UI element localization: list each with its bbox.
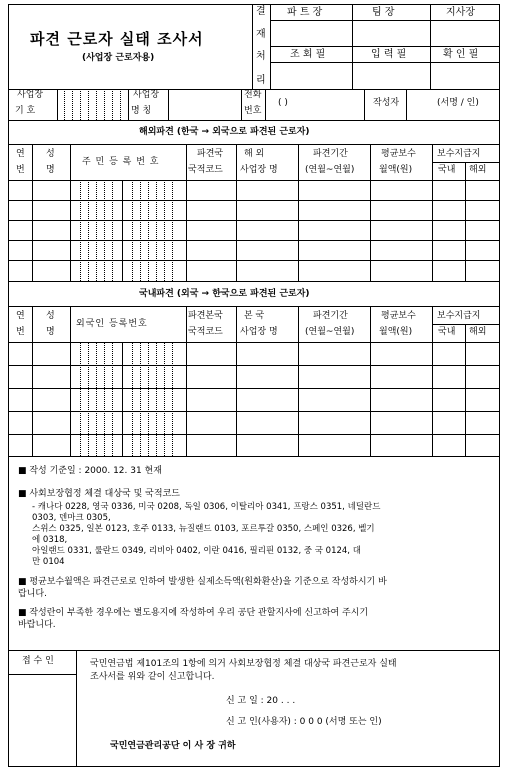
overseas-row[interactable] — [9, 241, 499, 260]
note-pay-1: ■ 평균보수월액은 파견근로로 인하여 발생한 실제소득액(원화환산)을 기준으로 작성하시기 바 — [18, 577, 387, 587]
col-workplace-1: 해 외 — [244, 149, 265, 159]
domestic-row[interactable] — [9, 412, 499, 434]
note-pay-2: 랍니다. — [18, 589, 47, 599]
phone-label-2: 번호 — [244, 106, 262, 116]
col-name-2: 명 — [46, 327, 55, 337]
approval-inquiry-checked: 조 회 필 — [290, 49, 326, 60]
approval-branch-manager: 지사장 — [446, 7, 475, 18]
col-serial-2: 번 — [16, 327, 25, 337]
col-period-2: (연월~연월) — [305, 327, 355, 337]
receipt-stamp-area — [9, 675, 76, 766]
writer-label: 작성자 — [373, 98, 400, 108]
col-pay-1: 평균보수 — [381, 311, 416, 321]
domestic-row[interactable] — [9, 389, 499, 411]
col-workplace-1: 본 국 — [244, 311, 265, 321]
col-name-1: 성 — [46, 149, 55, 159]
phone-label-1: 전화 — [244, 90, 262, 100]
approval-label-1: 결 — [256, 6, 266, 17]
col-serial-2: 번 — [16, 165, 25, 175]
note-base-date: ■ 작성 기준일 : 2000. 12. 31 현재 — [18, 466, 162, 476]
col-country-2: 국적코드 — [188, 327, 223, 337]
col-country-2: 국적코드 — [188, 165, 223, 175]
col-workplace-2: 사업장 명 — [240, 327, 278, 337]
note-countries-line: 에 0318, — [32, 535, 68, 545]
reporter-signature[interactable]: 신 고 인(사용자) : 0 0 0 (서명 또는 인) — [226, 717, 382, 727]
approval-confirm-checked: 확 인 필 — [443, 49, 479, 60]
overseas-row[interactable] — [9, 221, 499, 240]
col-pay-domestic: 국내 — [438, 165, 456, 175]
col-serial-1: 연 — [16, 149, 25, 159]
col-pay-abroad: 해외 — [469, 327, 487, 337]
note-countries-line: - 캐나다 0228, 영국 0336, 미국 0208, 독일 0306, 이탈리아 0341, 프랑스 0351, 네덜란드 — [32, 502, 381, 512]
col-name-1: 성 — [46, 311, 55, 321]
domestic-row[interactable] — [9, 366, 499, 388]
col-period-2: (연월~연월) — [305, 165, 355, 175]
workplace-name-label-1: 사업장 — [133, 90, 160, 100]
approval-team-leader: 팀 장 — [372, 7, 395, 18]
approval-label-2: 재 — [256, 29, 266, 40]
note-countries-line: 아일랜드 0331, 룰란드 0349, 리비아 0402, 이란 0416, 필리핀 0132, 중 국 0124, 대 — [32, 546, 361, 556]
section-domestic-title: 국내파견 (외국 → 한국으로 파견된 근로자) — [139, 289, 310, 299]
statement-line-2: 조사서를 위와 같이 신고합니다. — [90, 672, 215, 682]
col-resident-number: 주 민 등 록 번 호 — [82, 157, 160, 167]
col-pay-place: 보수지급지 — [437, 149, 481, 159]
col-period-1: 파견기간 — [313, 311, 348, 321]
col-pay-2: 월액(원) — [379, 165, 413, 175]
approval-label-4: 리 — [256, 75, 266, 86]
approval-input-checked: 입 력 필 — [371, 49, 407, 60]
overseas-row[interactable] — [9, 261, 499, 280]
note-countries-line: 0303, 덴마크 0305, — [32, 513, 111, 523]
note-countries-head: ■ 사회보장협정 체결 대상국 및 국적코드 — [18, 489, 180, 499]
domestic-row[interactable] — [9, 435, 499, 456]
workplace-symbol-label-1: 사업장 — [17, 90, 44, 100]
domestic-row[interactable] — [9, 343, 499, 365]
note-countries-line: 스위스 0325, 일본 0123, 호주 0133, 뉴질랜드 0103, 포르투갈 0350, 스페인 0326, 벨기 — [32, 524, 375, 534]
col-country-1: 파견본국 — [188, 311, 223, 321]
col-country-1: 파견국 — [197, 149, 224, 159]
phone-value[interactable]: ( ) — [278, 98, 288, 108]
col-name-2: 명 — [46, 165, 55, 175]
report-date[interactable]: 신 고 일 : 20 . . . — [226, 696, 296, 706]
workplace-name-label-2: 명 칭 — [131, 106, 152, 116]
section-overseas-title: 해외파견 (한국 → 외국으로 파견된 근로자) — [139, 127, 310, 137]
col-period-1: 파견기간 — [313, 149, 348, 159]
form-title: 파견 근로자 실태 조사서 — [30, 30, 204, 48]
col-workplace-2: 사업장 명 — [240, 165, 278, 175]
statement-line-1: 국민연금법 제101조의 1항에 의거 사회보장협정 체결 대상국 파견근로자 실태 — [90, 659, 397, 669]
col-pay-1: 평균보수 — [381, 149, 416, 159]
form-subtitle: (사업장 근로자용) — [82, 53, 155, 63]
approval-label-3: 처 — [256, 51, 266, 62]
overseas-row[interactable] — [9, 181, 499, 200]
addressee: 국민연금관리공단 이 사 장 귀하 — [110, 741, 236, 751]
col-alien-number: 외국인 등록번호 — [76, 319, 148, 329]
col-pay-place: 보수지급지 — [437, 311, 481, 321]
workplace-symbol-label-2: 기 호 — [15, 106, 36, 116]
note-space-2: 바랍니다. — [18, 620, 56, 630]
col-pay-abroad: 해외 — [469, 165, 487, 175]
workplace-name-input[interactable] — [169, 90, 241, 120]
approval-part-leader: 파 트 장 — [287, 7, 323, 18]
note-countries-line: 만 0104 — [32, 557, 65, 567]
workplace-symbol-input[interactable] — [58, 90, 128, 120]
col-pay-domestic: 국내 — [438, 327, 456, 337]
receipt-stamp-label: 접 수 인 — [22, 656, 54, 666]
col-pay-2: 월액(원) — [379, 327, 413, 337]
writer-signature[interactable]: (서명 / 인) — [437, 98, 479, 108]
col-serial-1: 연 — [16, 311, 25, 321]
note-space-1: ■ 작성란이 부족한 경우에는 별도용지에 작성하여 우리 공단 관할지사에 신고하여 주시기 — [18, 608, 369, 618]
overseas-row[interactable] — [9, 201, 499, 220]
